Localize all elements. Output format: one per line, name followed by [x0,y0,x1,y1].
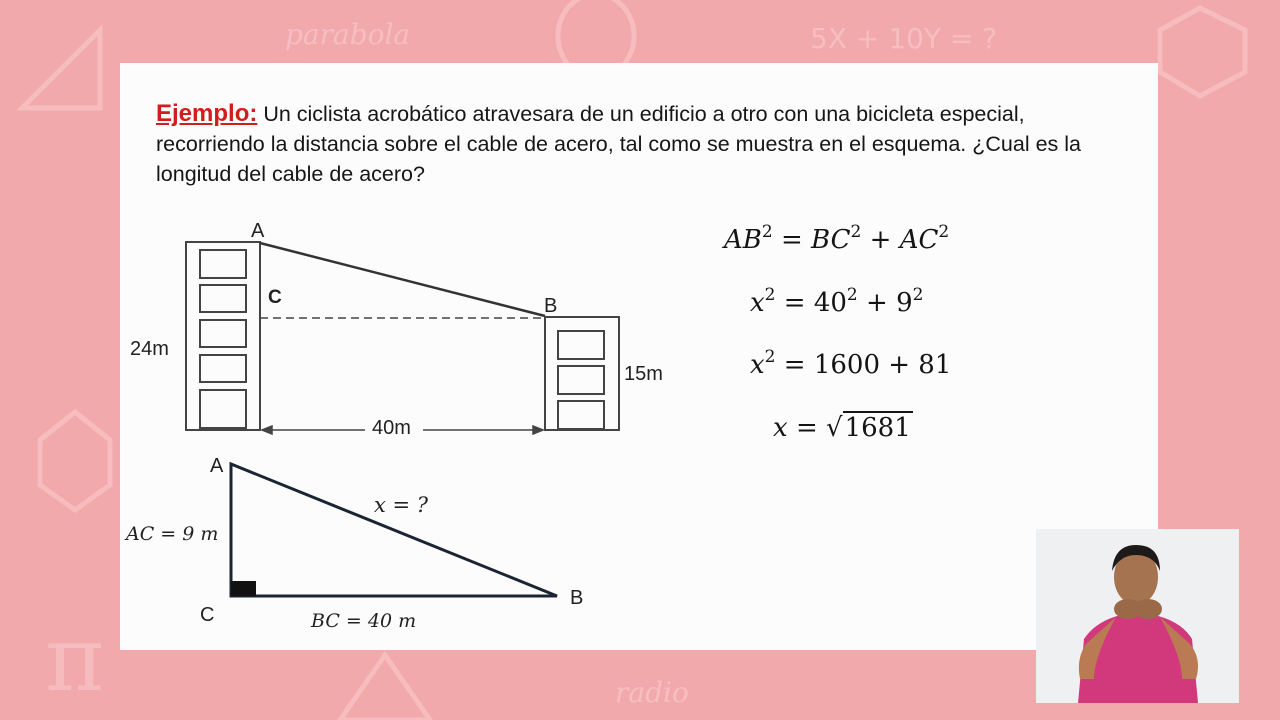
triangle-point-b-label: B [570,587,584,609]
right-angle-marker [231,581,256,596]
arrow-right-head [533,426,543,434]
point-a-label-top: A [251,220,265,242]
window [558,401,604,429]
eq2-x: x [750,288,765,318]
building-diagram [120,63,1158,650]
eq1-bc: BC [811,225,851,255]
equation-root: x = √1681 [773,413,911,443]
bg-word-equation: 5X + 10Y = ? [810,22,998,55]
problem-text: Un ciclista acrobático atravesara de un edificio a otro con una bicicleta especial, recorriendo la distancia sobre el cable de acero, tal como se muestra en el esquema. ¿Cual es la longitud del cable de acero? [156,102,1081,186]
eq2-nine: 9 [896,288,913,318]
window [200,250,246,278]
left-building [186,242,260,430]
right-building-windows [558,331,604,429]
eq4-x: x [773,413,788,443]
triangle-point-a-label: A [210,455,224,477]
window [200,285,246,312]
window [558,331,604,359]
point-b-label-top: B [544,295,558,317]
bg-pi-icon: π [45,607,105,712]
equation-squares [750,347,952,380]
eq2-forty: 40 [813,288,847,318]
eq3-rhs: = 1600 + 81 [783,350,952,380]
eq2-exp-c: 2 [912,285,924,305]
triangle-point-c-label: C [200,604,215,626]
bg-hexagon-left-shape [40,412,110,510]
eq1-exp-a: 2 [761,222,773,242]
slide-panel [120,63,1158,650]
right-height-label: 15m [624,363,663,385]
eq4-radicand: 1681 [844,413,911,443]
bg-hexagon-shape [1160,8,1245,96]
window [558,366,604,394]
hypotenuse-label: x = ? [374,493,429,517]
eq2-exp-x: 2 [764,285,776,305]
right-triangle [231,464,557,596]
bg-word-radio: radio [615,676,689,709]
arrow-left-head [262,426,272,434]
window [200,390,246,428]
bc-side-label: BC = 40 m [311,610,417,632]
equation-pythagoras: $AB^2 = BC^2 + AC^2$ [724,222,950,255]
eq3-x: x [750,350,765,380]
distance-label: 40m [372,417,411,439]
eq2-exp-b: 2 [846,285,858,305]
equation-substitution: $x^2 = 40^2 + 9^2$ [750,285,924,318]
bg-triangle-shape [22,30,100,108]
steel-cable [260,243,545,316]
bg-triangle-bottom-shape [340,655,430,720]
sign-language-interpreter-video [1036,529,1239,703]
ac-side-label: AC = 9 m [126,523,219,545]
right-building [545,317,619,430]
eq1-exp-b: 2 [850,222,862,242]
point-c-label-top: C [268,287,282,308]
bg-word-parabola: parabola [285,18,411,51]
window [200,355,246,382]
sqrt-icon: √ [826,413,843,443]
interpreter-hand-right [1134,599,1162,619]
eq1-exp-c: 2 [938,222,950,242]
eq1-ab: AB [724,225,762,255]
example-label: Ejemplo: [156,100,258,127]
interpreter-figure [1036,529,1239,703]
eq3-exp: 2 [764,347,776,367]
window [200,320,246,347]
left-height-label: 24m [130,338,169,360]
left-building-windows [200,250,246,428]
eq1-ac: AC [899,225,939,255]
